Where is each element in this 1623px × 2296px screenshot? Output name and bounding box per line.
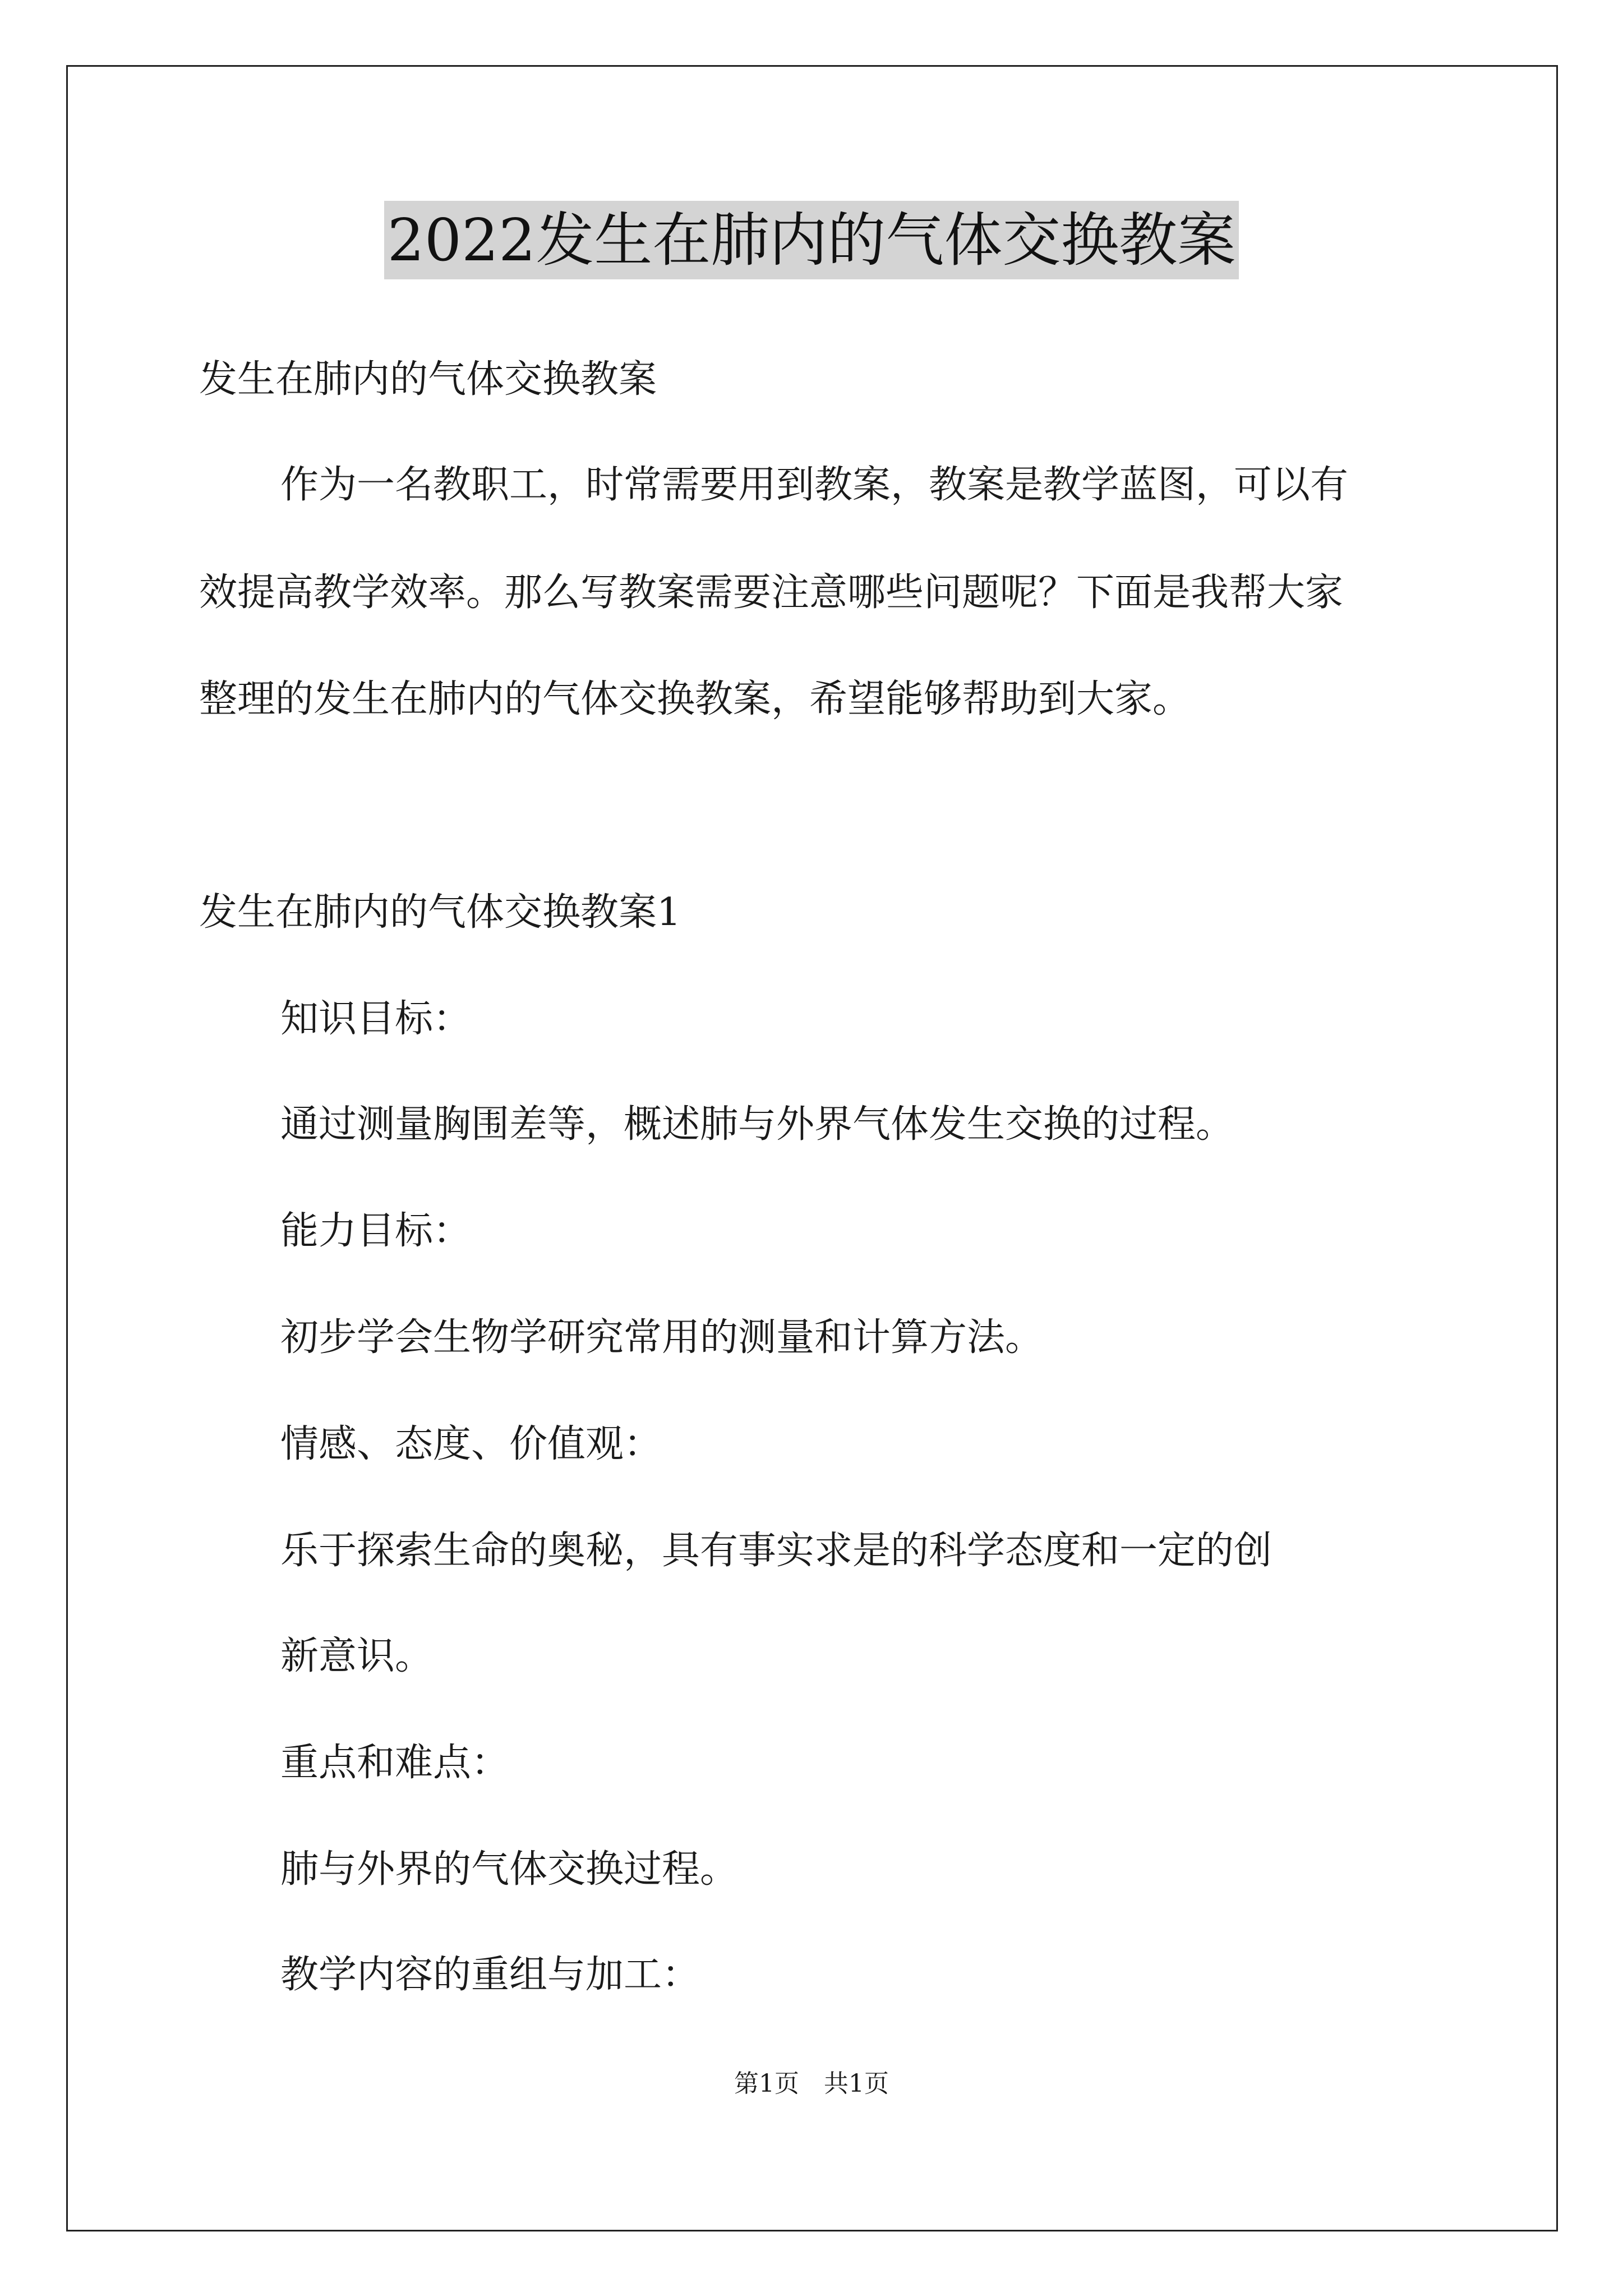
body-line: 乐于探索生命的奥秘，具有事实求是的科学态度和一定的创: [280, 1529, 1272, 1573]
title-container: [0, 201, 1623, 279]
body-line: 知识目标：: [280, 997, 472, 1041]
section-heading: 发生在肺内的气体交换教案1: [199, 890, 681, 935]
body-line: 新意识。: [280, 1634, 434, 1678]
intro-line: 作为一名教职工，时常需要用到教案，教案是教学蓝图，可以有: [280, 463, 1349, 507]
intro-line: 整理的发生在肺内的气体交换教案，希望能够帮助到大家。: [199, 677, 1191, 721]
body-line: 教学内容的重组与加工：: [280, 1953, 700, 1997]
document-title: 2022发生在肺内的气体交换教案: [384, 201, 1239, 279]
document-subtitle: 发生在肺内的气体交换教案: [199, 357, 657, 402]
body-line: 能力目标：: [280, 1209, 472, 1253]
page-footer: 第1页 共1页: [734, 2069, 889, 2098]
body-line: 通过测量胸围差等，概述肺与外界气体发生交换的过程。: [280, 1102, 1234, 1147]
body-line: 重点和难点：: [280, 1741, 510, 1785]
body-line: 情感、态度、价值观：: [280, 1422, 662, 1466]
intro-line: 效提高教学效率。那么写教案需要注意哪些问题呢？下面是我帮大家: [199, 570, 1344, 615]
body-line: 肺与外界的气体交换过程。: [280, 1847, 739, 1892]
body-line: 初步学会生物学研究常用的测量和计算方法。: [280, 1315, 1044, 1360]
